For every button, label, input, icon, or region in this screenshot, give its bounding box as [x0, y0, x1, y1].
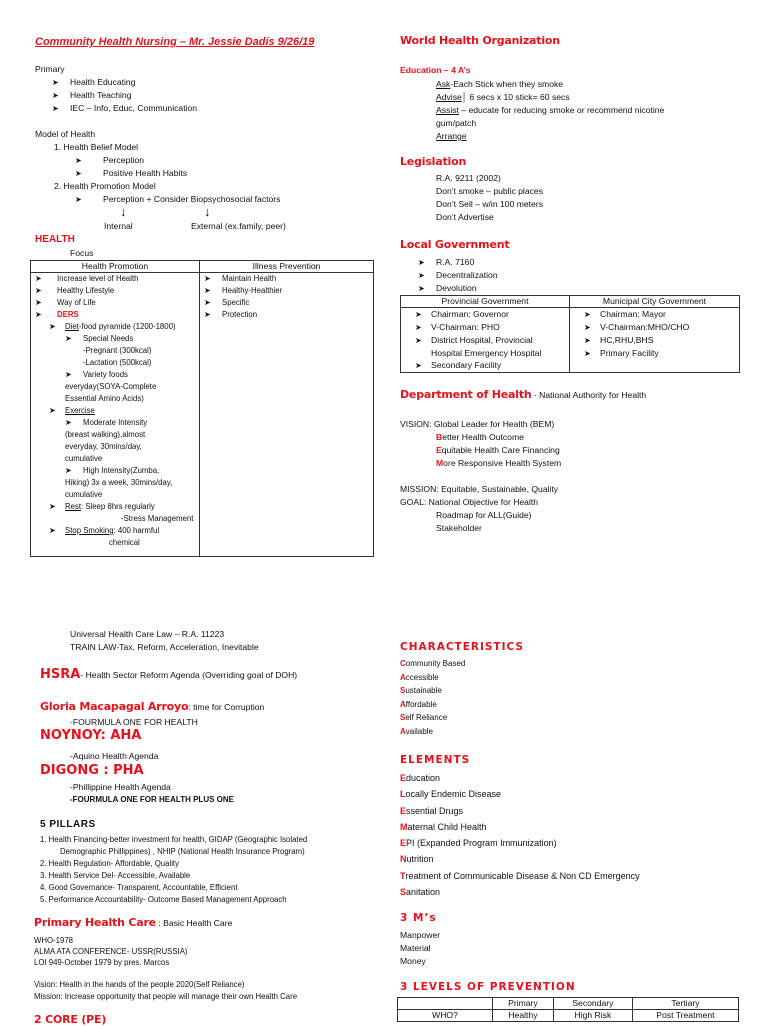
- acronym-initial: S: [400, 713, 406, 722]
- levels-heading: 3 LEVELS OF PREVENTION: [400, 981, 576, 993]
- acronym-initial: C: [400, 659, 406, 668]
- bullet-arrow-icon: [65, 417, 81, 429]
- acronym-rest: utrition: [406, 854, 434, 865]
- list-item: ➤Maintain Health: [204, 273, 369, 285]
- list-item: ➤Variety foods: [35, 369, 195, 381]
- levels-table: [397, 997, 739, 1022]
- bullet-arrow-icon: [415, 308, 431, 321]
- bullet-arrow-icon: [584, 334, 600, 347]
- list-text: cumulative: [65, 490, 103, 499]
- acronym-rest: aternal Child Health: [407, 821, 487, 832]
- document-title: Community Health Nursing – Mr. Jessie Dadis 9/26/19: [35, 36, 315, 48]
- m-item: Manpower: [400, 930, 441, 940]
- bullet-arrow-icon: [35, 285, 51, 297]
- health-promotion-header: Health Promotion: [31, 261, 200, 273]
- acronym-item: [400, 711, 465, 725]
- acronym-item: [400, 657, 465, 671]
- list-item: ➤Increase level of Health: [35, 273, 195, 285]
- list-item: ➤High Intensity(Zumba,: [35, 465, 195, 477]
- acronym-initial: L: [400, 789, 406, 800]
- list-text: (breast walking),almost: [65, 430, 146, 439]
- bullet-arrow-icon: [204, 309, 220, 321]
- gloria-line: Gloria Macapagal Arroyo: time for Corruption: [40, 700, 265, 713]
- arrange-line: Arrange: [436, 131, 467, 141]
- acronym-item: [400, 786, 640, 802]
- bullet-arrow-icon: [65, 333, 81, 345]
- uhc-line: Universal Health Care Law – R.A. 11223: [70, 629, 225, 639]
- noynoy-heading: NOYNOY: AHA: [40, 728, 142, 743]
- local-gov-item: ➤Decentralization: [418, 269, 498, 282]
- assist-line: Assist – educate for reducing smoke or recommend nicotine: [436, 105, 665, 115]
- health-heading: HEALTH: [35, 234, 75, 245]
- fourmula-plus-line: -FOURMULA ONE FOR HEALTH PLUS ONE: [70, 795, 234, 804]
- acronym-initial: E: [400, 805, 407, 816]
- internal-label: Internal: [104, 221, 133, 231]
- primary-item: ➤Health Educating: [52, 76, 135, 89]
- municipal-header: Municipal City Government: [570, 296, 740, 308]
- bullet-arrow-icon: [415, 321, 431, 334]
- bullet-arrow-icon: [35, 309, 51, 321]
- bullet-arrow-icon: [49, 501, 65, 513]
- m-item: Material: [400, 943, 431, 953]
- list-item: ➤Healthy-Healthier: [204, 285, 369, 297]
- acronym-rest: ustainable: [405, 686, 442, 695]
- list-item: ➤DERS: [35, 309, 195, 321]
- list-item: ➤V-Chairman: PHO: [415, 321, 565, 334]
- acronym-initial: M: [400, 821, 408, 832]
- hsra-line: HSRA- Health Sector Reform Agenda (Overriding goal of DOH): [40, 667, 298, 682]
- bullet-arrow-icon: [204, 297, 220, 309]
- model-subitem: ➤Perception: [75, 154, 144, 167]
- legislation-item: Don’t Sell – w/in 100 meters: [436, 199, 543, 209]
- provincial-header: Provincial Government: [401, 296, 570, 308]
- train-line: TRAIN LAW-Tax, Reform, Acceleration, Inevitable: [70, 642, 259, 652]
- bem-line: Better Health Outcome: [436, 432, 524, 442]
- levels-corner: [398, 998, 493, 1010]
- levels-cell: High Risk: [553, 1010, 632, 1022]
- list-text: everyday, 30mins/day,: [65, 442, 142, 451]
- characteristics-heading: CHARACTERISTICS: [400, 641, 524, 653]
- list-text: Hiking) 3x a week, 30mins/day,: [65, 478, 173, 487]
- acronym-initial: E: [400, 773, 407, 783]
- phc-detail: LOI 949-October 1979 by pres. Marcos: [34, 958, 170, 967]
- bullet-arrow-icon: [415, 359, 431, 372]
- list-item: ➤Chairman: Mayor: [584, 308, 735, 321]
- pillar-item: 4. Good Governance- Transparent, Accountable, Efficient: [40, 883, 238, 892]
- acronym-rest: PI (Expanded Program Immunization): [406, 838, 557, 849]
- primary-item: ➤Health Teaching: [52, 89, 131, 102]
- elements-list: [400, 770, 640, 900]
- levels-cell: Post Treatment: [632, 1010, 738, 1022]
- down-arrow-icon: ↓: [204, 204, 211, 219]
- government-table: [400, 295, 740, 373]
- list-text: chemical: [109, 538, 140, 547]
- legislation-item: R.A. 9211 (2002): [436, 173, 501, 183]
- goal-line-2: Roadmap for ALL(Guide): [436, 510, 532, 520]
- phil-line: -Phillippine Health Agenda: [70, 782, 171, 792]
- health-table: [30, 260, 374, 557]
- acronym-item: [400, 884, 640, 900]
- acronym-item: [400, 868, 640, 884]
- acronym-initial: E: [400, 838, 407, 849]
- acronym-initial: S: [400, 686, 406, 695]
- phc-vision: Vision: Health in the hands of the people 2020(Self Reliance): [34, 980, 245, 989]
- elements-heading: ELEMENTS: [400, 754, 471, 766]
- local-government-heading: Local Government: [400, 238, 510, 251]
- digong-heading: DIGONG : PHA: [40, 763, 144, 778]
- phc-detail: ALMA ATA CONFERENCE- USSR(RUSSIA): [34, 947, 188, 956]
- phc-mission: Mission: Increase opportunity that people will manage their own Health Care: [34, 992, 298, 1001]
- bullet-arrow-icon: [204, 285, 220, 297]
- acronym-item: [400, 819, 640, 835]
- pillar-item: 2. Health Regulation- Affordable, Quality: [40, 859, 179, 868]
- acronym-initial: A: [400, 726, 406, 736]
- list-item: ➤Diet-food pyramide (1200-1800): [35, 321, 195, 333]
- vision-line: VISION: Global Leader for Health (BEM): [400, 419, 555, 429]
- core-heading: 2 CORE (PE): [34, 1013, 107, 1026]
- who-heading: World Health Organization: [400, 34, 560, 47]
- bullet-arrow-icon: [52, 89, 68, 102]
- bullet-arrow-icon: [204, 273, 220, 285]
- bullet-arrow-icon: [584, 321, 600, 334]
- acronym-rest: ocally Endemic Disease: [405, 789, 502, 800]
- bullet-arrow-icon: [418, 282, 434, 295]
- bullet-arrow-icon: [52, 102, 68, 115]
- pillar-item: 5. Performance Accountability- Outcome Based Management Approach: [40, 895, 287, 904]
- list-item: ➤Primary Facility: [584, 347, 735, 360]
- local-gov-item: ➤Devolution: [418, 282, 477, 295]
- acronym-item: [400, 671, 465, 685]
- list-item: ➤Stop Smoking: 400 harmful: [35, 525, 195, 537]
- bullet-arrow-icon: [75, 154, 91, 167]
- pillar-item: 3. Health Service Del- Accessible, Available: [40, 871, 191, 880]
- list-text: everyday(SOYA-Complete: [65, 382, 157, 391]
- bullet-arrow-icon: [418, 256, 434, 269]
- acronym-initial: A: [400, 672, 406, 682]
- legislation-heading: Legislation: [400, 155, 467, 168]
- primary-heading: Primary: [35, 64, 65, 74]
- bullet-arrow-icon: [65, 465, 81, 477]
- list-item: ➤Exercise: [35, 405, 195, 417]
- acronym-rest: ssential Drugs: [406, 805, 464, 816]
- bullet-arrow-icon: [75, 193, 91, 206]
- external-label: External (ex.family, peer): [191, 221, 286, 231]
- list-item: ➤Moderate Intensity: [35, 417, 195, 429]
- bullet-arrow-icon: [415, 334, 431, 347]
- list-item: ➤V-Chairman:MHO/CHO: [584, 321, 735, 334]
- focus-label: Focus: [70, 248, 94, 258]
- acronym-rest: ffordable: [405, 699, 437, 709]
- illness-prevention-cell: [200, 273, 374, 557]
- acronym-item: [400, 725, 465, 739]
- bullet-arrow-icon: [75, 167, 91, 180]
- list-item: ➤Secondary Facility: [415, 359, 565, 372]
- advise-line: Advise│ 6 secs x 10 stick= 60 secs: [436, 92, 570, 102]
- acronym-rest: elf Reliance: [405, 713, 448, 722]
- acronym-item: [400, 698, 465, 712]
- bullet-arrow-icon: [584, 347, 600, 360]
- education-heading: Education – 4 A’s: [400, 65, 471, 75]
- phc-line: Primary Health Care : Basic Health Care: [34, 916, 233, 929]
- bullet-arrow-icon: [52, 76, 68, 89]
- bullet-arrow-icon: [584, 308, 600, 321]
- local-gov-item: ➤R.A. 7160: [418, 256, 474, 269]
- list-item: ➤District Hospital, Provincial: [415, 334, 565, 347]
- list-item: ➤HC,RHU,BHS: [584, 334, 735, 347]
- bullet-arrow-icon: [49, 321, 65, 333]
- model-item: 1. Health Belief Model: [54, 142, 139, 152]
- list-item: ➤Rest: Sleep 8hrs regularly: [35, 501, 195, 513]
- bullet-arrow-icon: [418, 269, 434, 282]
- acronym-rest: vailable: [405, 726, 433, 736]
- illness-prevention-header: Illness Prevention: [200, 261, 374, 273]
- goal-line: GOAL: National Objective for Health: [400, 497, 539, 507]
- levels-cell: Healthy: [493, 1010, 554, 1022]
- municipal-cell: [570, 308, 740, 373]
- list-item: ➤Special Needs: [35, 333, 195, 345]
- list-text: -Stress Management: [121, 514, 194, 523]
- list-text: cumulative: [65, 454, 103, 463]
- characteristics-list: [400, 657, 465, 738]
- acronym-rest: anitation: [406, 887, 441, 898]
- acronym-item: [400, 851, 640, 867]
- bullet-arrow-icon: [35, 297, 51, 309]
- bullet-arrow-icon: [65, 369, 81, 381]
- list-text: Essential Amino Acids): [65, 394, 144, 403]
- mission-line: MISSION: Equitable, Sustainable, Quality: [400, 484, 559, 494]
- acronym-item: [400, 770, 640, 786]
- bullet-arrow-icon: [49, 525, 65, 537]
- acronym-initial: S: [400, 887, 407, 898]
- acronym-rest: ommunity Based: [405, 659, 466, 668]
- pillars-heading: 5 PILLARS: [40, 819, 96, 830]
- m-item: Money: [400, 956, 426, 966]
- bem-line: Equitable Health Care Financing: [436, 445, 560, 455]
- list-item: ➤Healthy Lifestyle: [35, 285, 195, 297]
- pillar-item: 1. Health Financing-better investment for health, GIDAP (Geographic Isolated: [40, 835, 308, 844]
- model-subitem: ➤Positive Health Habits: [75, 167, 187, 180]
- model-subitem: ➤Perception + Consider Biopsychosocial factors: [75, 193, 280, 206]
- provincial-cell: [401, 308, 570, 373]
- fourmula-line: -FOURMULA ONE FOR HEALTH: [70, 717, 198, 727]
- three-ms-heading: 3 M’s: [400, 912, 437, 924]
- acronym-item: [400, 835, 640, 851]
- aquino-line: -Aquino Health Agenda: [70, 751, 159, 761]
- levels-header: Secondary: [553, 998, 632, 1010]
- acronym-initial: N: [400, 854, 407, 865]
- acronym-initial: A: [400, 699, 406, 709]
- acronym-item: [400, 684, 465, 698]
- levels-header: Tertiary: [632, 998, 738, 1010]
- list-text: -Lactation (500kcal): [83, 358, 152, 367]
- list-text: -Pregnant (300kcal): [83, 346, 152, 355]
- acronym-rest: ccessible: [405, 672, 439, 682]
- model-heading: Model of Health: [35, 129, 96, 139]
- acronym-item: [400, 803, 640, 819]
- model-item: 2. Health Promotion Model: [54, 181, 156, 191]
- list-item: ➤Specific: [204, 297, 369, 309]
- acronym-rest: ducation: [406, 773, 441, 783]
- legislation-item: Don’t smoke – public places: [436, 186, 543, 196]
- health-promotion-cell: [31, 273, 200, 557]
- list-item: ➤Way of Life: [35, 297, 195, 309]
- list-item: ➤Protection: [204, 309, 369, 321]
- primary-item: ➤IEC – Info, Educ, Communication: [52, 102, 197, 115]
- levels-header: Primary: [493, 998, 554, 1010]
- levels-cell: WHO?: [398, 1010, 493, 1022]
- list-item: ➤Chairman: Governor: [415, 308, 565, 321]
- acronym-rest: reatment of Communicable Disease & Non CD Emergency: [405, 870, 640, 881]
- bem-line: More Responsive Health System: [436, 458, 562, 468]
- acronym-initial: T: [400, 870, 406, 881]
- bullet-arrow-icon: [35, 273, 51, 285]
- legislation-item: Don’t Advertise: [436, 212, 494, 222]
- phc-detail: WHO-1978: [34, 936, 73, 945]
- bullet-arrow-icon: [49, 405, 65, 417]
- pillar-item-cont: Demographic Phillippines) , NHIP (National Health Insurance Program): [60, 847, 305, 856]
- list-text: Hospital Emergency Hospital: [431, 348, 542, 358]
- down-arrow-icon: ↓: [120, 204, 127, 219]
- goal-line-3: Stakeholder: [436, 523, 482, 533]
- assist-line-2: gum/patch: [436, 118, 477, 128]
- ask-line: Ask-Each Stick when they smoke: [436, 79, 564, 89]
- doh-heading-line: Department of Health - National Authority for Health: [400, 388, 647, 401]
